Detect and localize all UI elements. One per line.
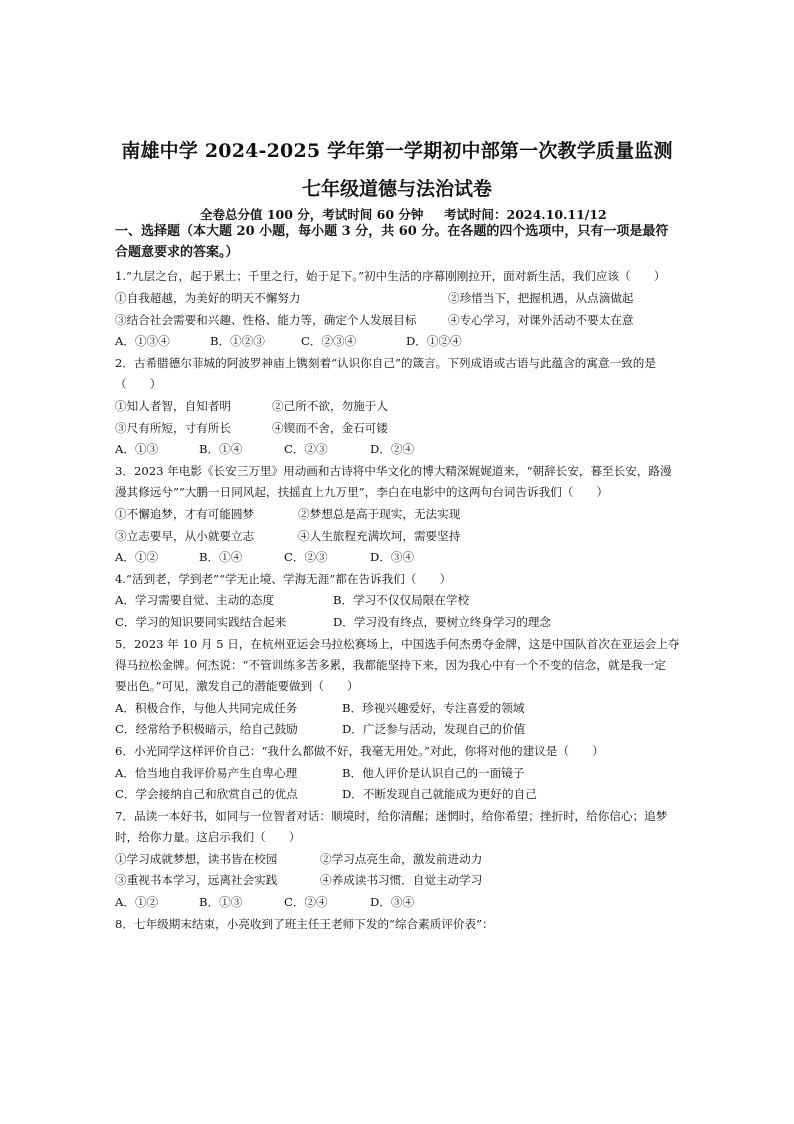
q2-choice-b: B．①④ [199,442,243,456]
section-heading-line2: 合题意要求的答案。） [115,245,239,260]
exam-subtitle: 七年级道德与法治试卷 [301,178,492,200]
q2-stem-line1: 2．古希腊德尔菲城的阿波罗神庙上镌刻着“认识你自己”的箴言。下列成语或古语与此蕴含的寓意一致的是 [115,356,656,370]
q1-choice-b: B．①②③ [210,334,265,348]
q5-stem-line2: 得马拉松金牌。何杰说：“不管训练多苦多累，我都能坚持下来，因为我心中有一个不变的信念，就是我一定 [115,658,666,672]
q3-choice-b: B．①④ [199,550,243,564]
q6-choice-b: B．他人评价是认识自己的一面镜子 [342,766,525,780]
q4-choice-d: D．学习没有终点，要树立终身学习的理念 [333,615,551,629]
q5-choice-d: D．广泛参与活动，发现自己的价值 [342,722,526,736]
q7-option-1: ①学习成就梦想，读书皆在校园 [115,852,278,866]
q7-choice-a: A．①② [115,895,159,909]
q3-choice-d: D．③④ [370,550,415,564]
q1-choice-a: A．①③④ [115,334,170,348]
q7-option-3: ③重视书本学习，远离社会实践 [115,873,278,887]
q7-choice-d: D．③④ [370,895,415,909]
q2-option-3: ③尺有所短，寸有所长 [115,421,231,435]
q6-choice-d: D．不断发现自己就能成为更好的自己 [342,787,537,801]
q2-choice-c: C．②③ [284,442,328,456]
q6-choice-a: A．恰当地自我评价易产生自卑心理 [115,766,298,780]
q5-stem-line3: 要出色。”可见，激发自己的潜能要做到（ ） [115,679,359,693]
q3-option-1: ①不懈追梦，才有可能圆梦 [115,507,255,521]
q7-choice-c: C．②④ [284,895,328,909]
q1-option-2: ②珍惜当下，把握机遇，从点滴做起 [448,291,634,305]
q4-choice-a: A．学习需要自觉、主动的态度 [115,593,275,607]
q1-choice-d: D．①②④ [406,334,462,348]
q5-choice-b: B．珍视兴趣爱好，专注喜爱的领域 [342,701,525,715]
section-heading-line1: 一、选择题（本大题 20 小题，每小题 3 分，共 60 分。在各题的四个选项中，只有一项是最符 [115,224,669,239]
q2-option-2: ②己所不欲，勿施于人 [272,399,388,413]
q3-option-2: ②梦想总是高于现实，无法实现 [298,507,461,521]
q3-stem-line1: 3．2023 年电影《长安三万里》用动画和古诗将中华文化的博大精深娓娓道来，“朝辞长安，暮至长安，路漫 [115,464,672,478]
q5-choice-a: A．积极合作，与他人共同完成任务 [115,701,298,715]
q2-choice-d: D．②④ [370,442,415,456]
q3-option-3: ③立志要早，从小就要立志 [115,529,255,543]
exam-title: 南雄中学 2024-2025 学年第一学期初中部第一次教学质量监测 [121,140,673,162]
q8-stem: 8．七年级期末结束，小亮收到了班主任王老师下发的“综合素质评价表”： [115,917,494,931]
score-info: 全卷总分值 100 分，考试时间 60 分钟 [200,207,424,222]
q4-choice-c: C．学习的知识要同实践结合起来 [115,615,287,629]
q2-option-4: ④锲而不舍，金石可镂 [272,421,388,435]
q5-choice-c: C．经常给予积极暗示，给自己鼓励 [115,722,298,736]
q7-stem-line2: 时，给你力量。这启示我们（ ） [115,830,301,844]
q7-stem-line1: 7．品读一本好书，如同与一位智者对话：顺境时，给你清醒；迷惘时，给你希望；挫折时，给你信心；追梦 [115,809,668,823]
q1-stem: 1.“九层之台，起于累土；千里之行，始于足下。”初中生活的序幕刚刚拉开，面对新生活，我们应该（ ） [115,269,666,283]
q5-stem-line1: 5．2023 年 10 月 5 日，在杭州亚运会马拉松赛场上，中国选手何杰勇夺金牌，这是中国队首次在亚运会上夺 [115,637,680,651]
q4-stem: 4.“活到老，学到老”“学无止境、学海无涯”都在告诉我们（ ） [115,572,452,586]
q7-option-4: ④养成读书习惯．自觉主动学习 [320,873,483,887]
q2-choice-a: A．①③ [115,442,159,456]
q3-stem-line2: 漫其修远兮”“大鹏一日同风起，扶摇直上九万里”，李白在电影中的这两句台词告诉我们（ ） [115,485,609,499]
exam-date: 考试时间：2024.10.11/12 [444,207,607,222]
q3-choice-c: C．②③ [284,550,328,564]
q6-stem: 6．小光同学这样评价自己：“我什么都做不好，我毫无用处。”对此，你将对他的建议是（ ） [115,744,604,758]
q2-option-1: ①知人者智，自知者明 [115,399,231,413]
q3-choice-a: A．①② [115,550,159,564]
q4-choice-b: B．学习不仅仅局限在学校 [333,593,470,607]
q3-option-4: ④人生旅程充满坎坷，需要坚持 [298,529,461,543]
q6-choice-c: C．学会接纳自己和欣赏自己的优点 [115,787,298,801]
q1-option-1: ①自我超越，为美好的明天不懈努力 [115,291,301,305]
q7-option-2: ②学习点亮生命，激发前进动力 [320,852,483,866]
q1-option-4: ④专心学习，对课外活动不要太在意 [448,313,634,327]
q7-choice-b: B．①③ [199,895,243,909]
q1-choice-c: C．②③④ [301,334,357,348]
q2-stem-line2: （ ） [115,377,162,391]
q1-option-3: ③结合社会需要和兴趣、性格、能力等，确定个人发展目标 [115,313,417,327]
